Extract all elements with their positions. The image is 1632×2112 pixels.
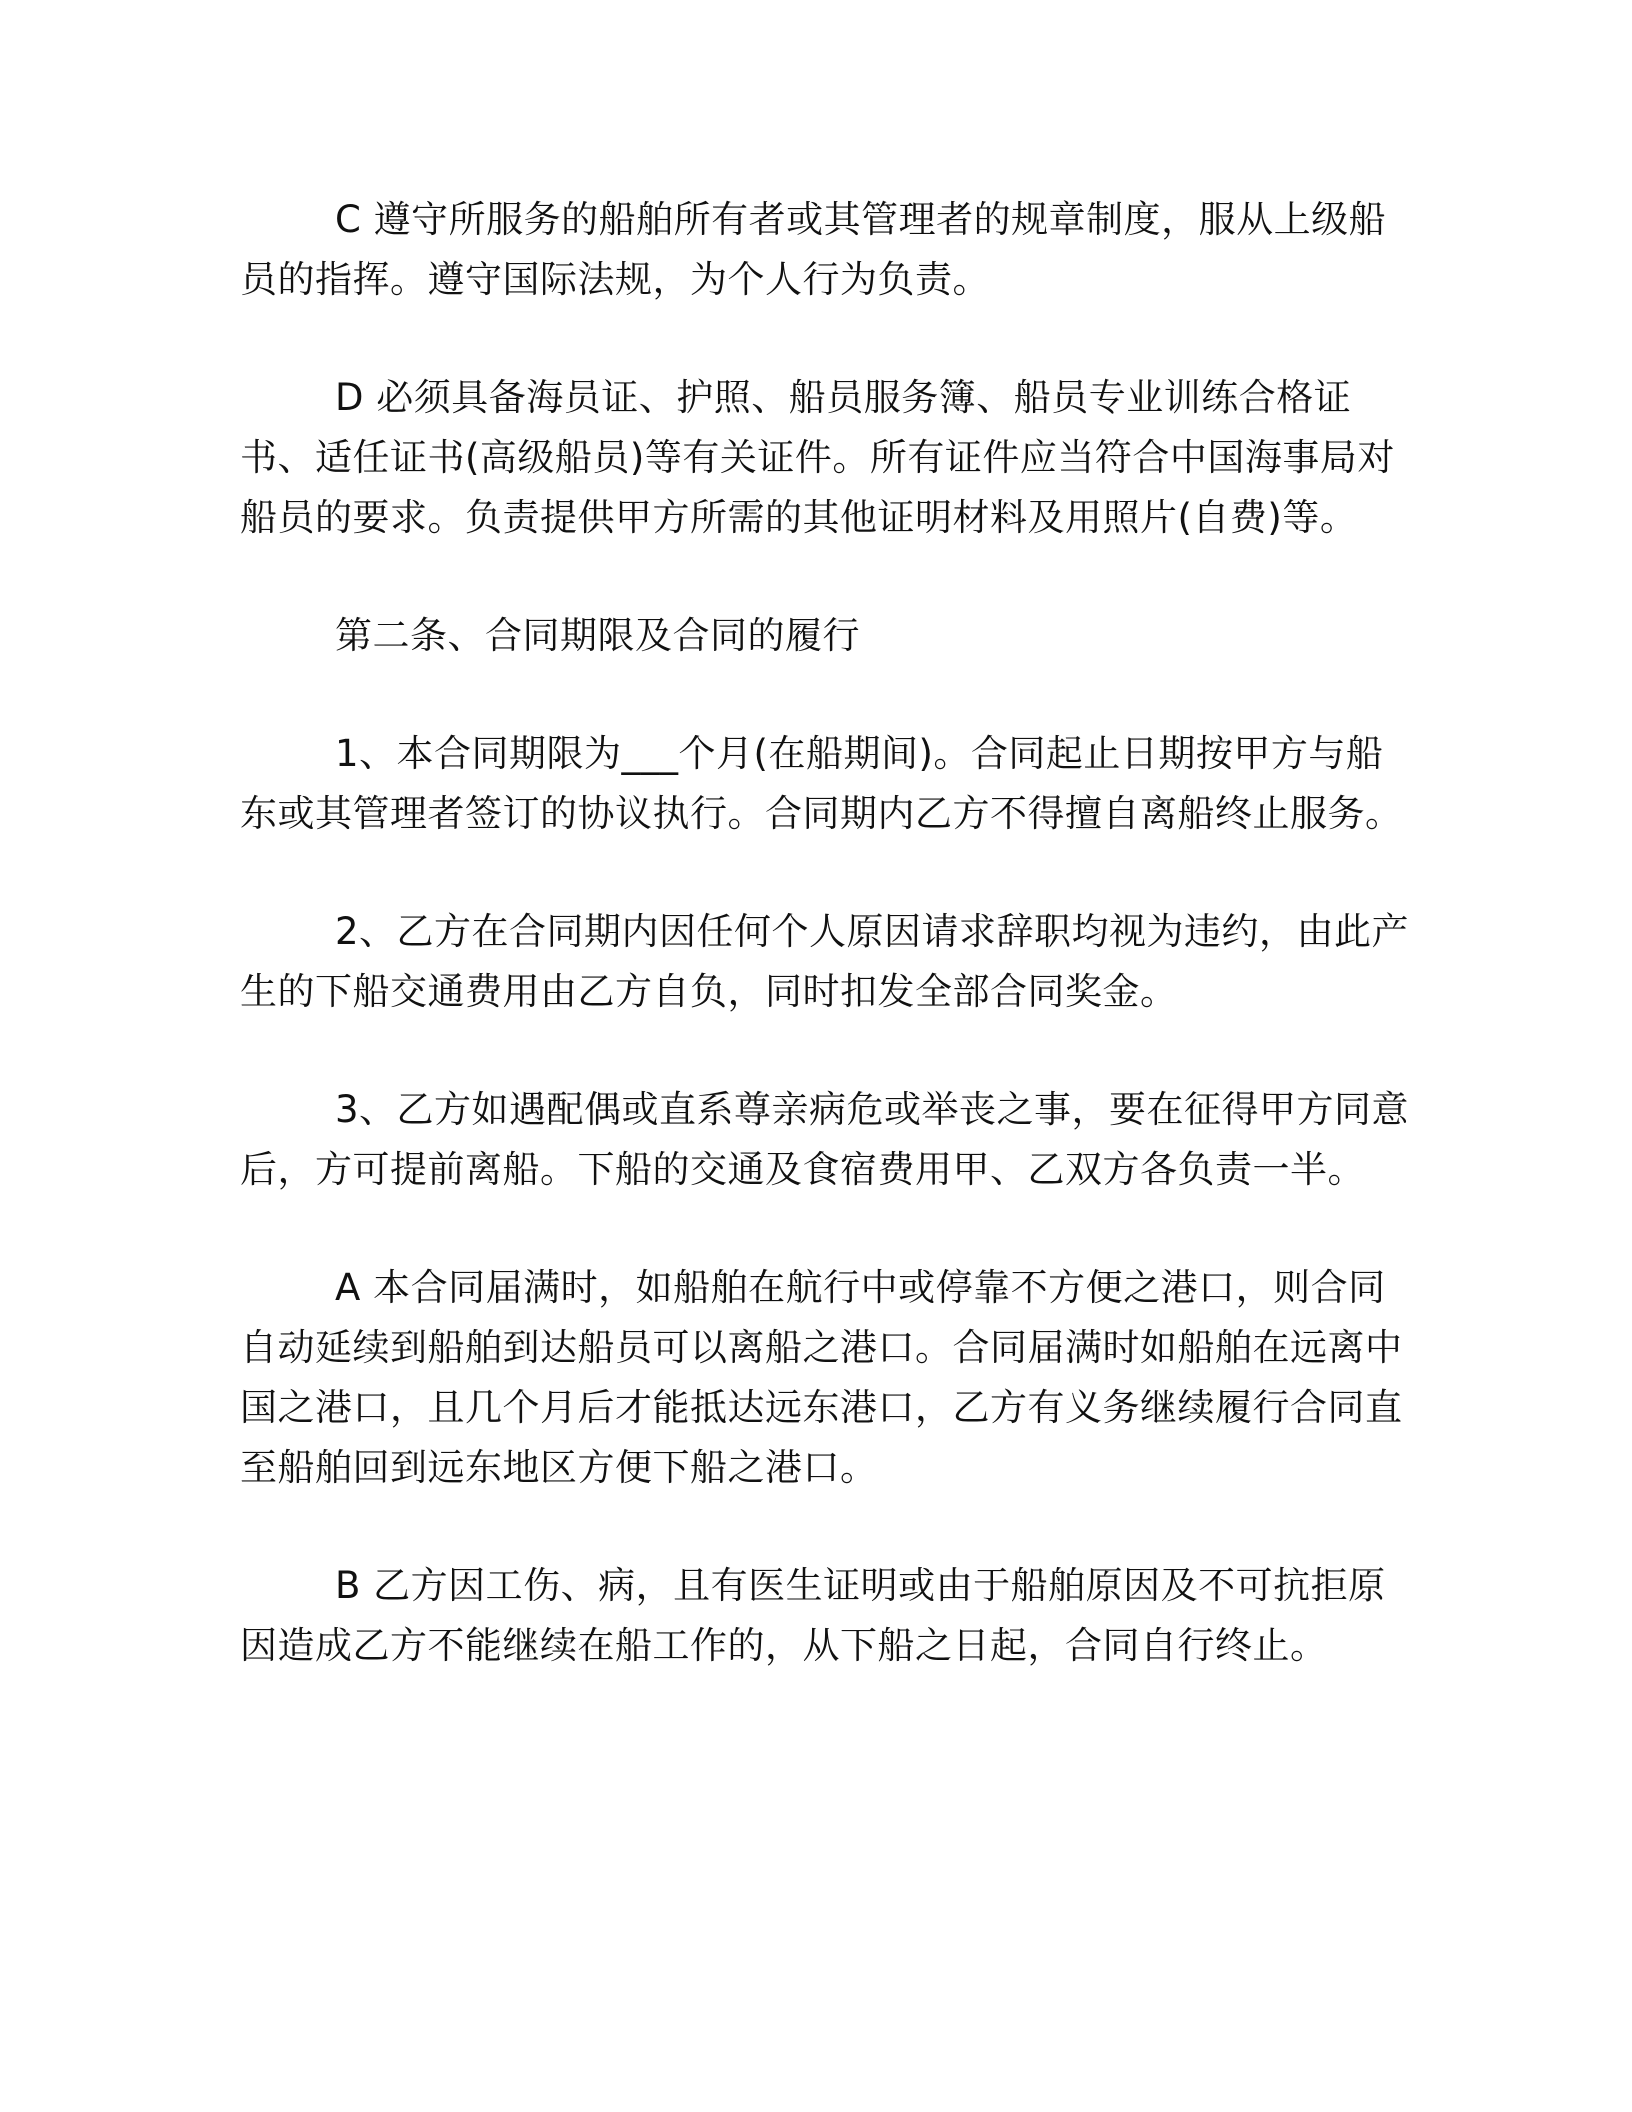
paragraph-a-contract-expiry: A 本合同届满时，如船舶在航行中或停靠不方便之港口，则合同自动延续到船舶到达船员可以离船之港口。合同届满时如船舶在远离中国之港口，且几个月后才能抵达远东港口，乙方有义务继续履行合同直至船舶回到远东地区方便下船之港口。: [240, 1266, 1403, 1489]
paragraph-3-family-leave: 3、乙方如遇配偶或直系尊亲病危或举丧之事，要在征得甲方同意后，方可提前离船。下船的交通及食宿费用甲、乙双方各负责一半。: [240, 1088, 1410, 1191]
paragraph-1-contract-term: 1、本合同期限为___个月(在船期间)。合同起止日期按甲方与船东或其管理者签订的协议执行。合同期内乙方不得擅自离船终止服务。: [240, 732, 1403, 835]
paragraph-b-termination: B 乙方因工伤、病，且有医生证明或由于船舶原因及不可抗拒原因造成乙方不能继续在船工作的，从下船之日起，合同自行终止。: [240, 1564, 1386, 1667]
paragraph-c-compliance: C 遵守所服务的船舶所有者或其管理者的规章制度，服从上级船员的指挥。遵守国际法规，为个人行为负责。: [240, 198, 1387, 301]
section-heading-article-2: 第二条、合同期限及合同的履行: [335, 614, 860, 657]
paragraph-2-resignation: 2、乙方在合同期内因任何个人原因请求辞职均视为违约，由此产生的下船交通费用由乙方自负，同时扣发全部合同奖金。: [240, 910, 1410, 1013]
paragraph-d-certificates: D 必须具备海员证、护照、船员服务簿、船员专业训练合格证书、适任证书(高级船员)等有关证件。所有证件应当符合中国海事局对船员的要求。负责提供甲方所需的其他证明材料及用照片(自费)等。: [240, 376, 1395, 539]
document-body: [240, 190, 1410, 1676]
